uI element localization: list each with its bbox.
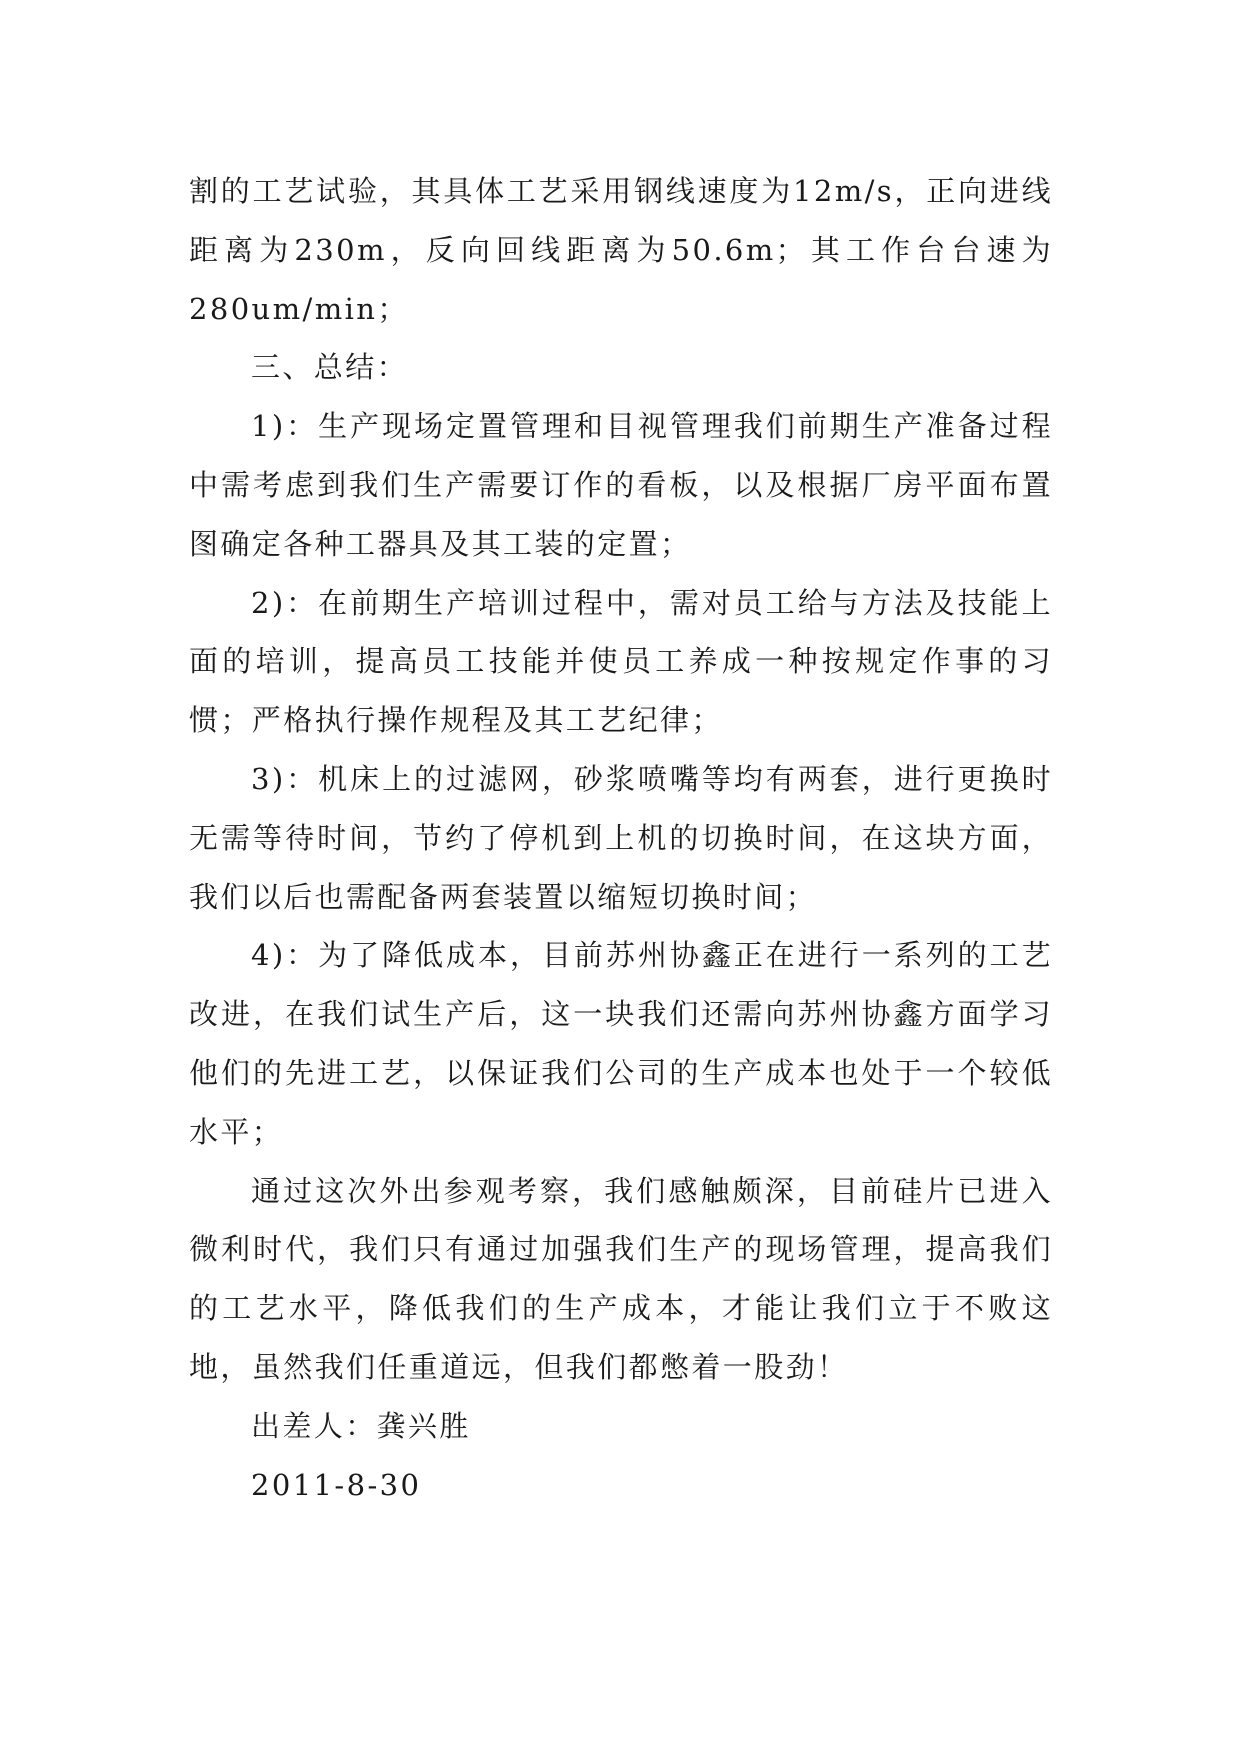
paragraph-continuation: 割的工艺试验，其具体工艺采用钢线速度为12m/s，正向进线距离为230m，反向回线距离为50.6m；其工作台台速为280um/min； [189,174,1053,326]
closing-paragraph: 通过这次外出参观考察，我们感触颇深，目前硅片已进入微利时代，我们只有通过加强我们生产的现场管理，提高我们的工艺水平，降低我们的生产成本，才能让我们立于不败这地，虽然我们任重道远，但我们都憋着一股劲！ [189,1173,1053,1384]
section-heading-summary: 三、总结： [251,350,409,385]
signer-line: 出差人：龚兴胜 [251,1408,471,1443]
summary-item-4: 4)：为了降低成本，目前苏州协鑫正在进行一系列的工艺改进，在我们试生产后，这一块我们还需向苏州协鑫方面学习他们的先进工艺，以保证我们公司的生产成本也处于一个较低水平； [189,938,1053,1149]
date-line: 2011-8-30 [251,1467,422,1502]
summary-item-2: 2)：在前期生产培训过程中，需对员工给与方法及技能上面的培训，提高员工技能并使员工养成一种按规定作事的习惯；严格执行操作规程及其工艺纪律； [189,585,1053,738]
summary-item-3: 3)：机床上的过滤网，砂浆喷嘴等均有两套，进行更换时无需等待时间，节约了停机到上机的切换时间，在这块方面，我们以后也需配备两套装置以缩短切换时间； [189,761,1053,914]
summary-item-1: 1)：生产现场定置管理和目视管理我们前期生产准备过程中需考虑到我们生产需要订作的看板，以及根据厂房平面布置图确定各种工器具及其工装的定置； [189,409,1053,561]
document-body [189,162,1053,1514]
